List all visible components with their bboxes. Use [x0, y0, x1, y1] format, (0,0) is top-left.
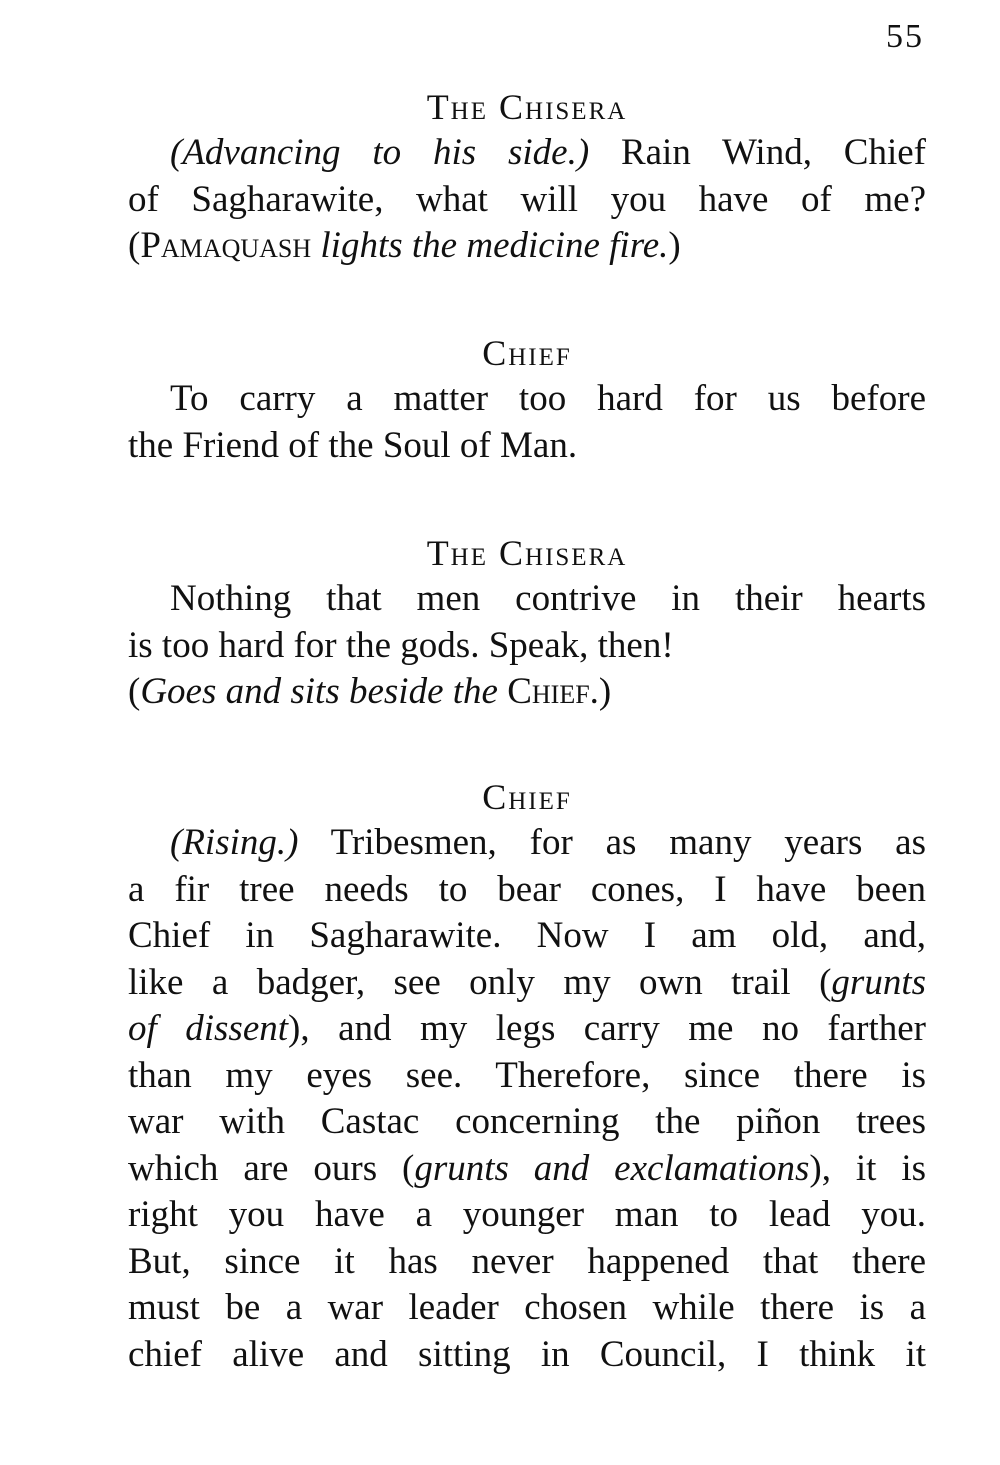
speech-line: is too hard for the gods. Speak, then!: [128, 624, 674, 666]
speaker-name: Chief: [482, 333, 572, 373]
speech-line: which are ours (grunts and exclamations), it is: [128, 1147, 926, 1189]
dialogue-section: [128, 530, 926, 716]
speech-line: chief alive and sitting in Council, I think it: [128, 1333, 926, 1375]
speech-line: must be a war leader chosen while there is a: [128, 1287, 926, 1328]
speech-line: the Friend of the Soul of Man.: [128, 424, 578, 466]
stage-direction: grunts and exclamations: [414, 1147, 810, 1189]
speech-line: than my eyes see. Therefore, since there is: [128, 1054, 926, 1096]
stage-direction: lights the medicine fire.: [311, 225, 669, 266]
stage-direction-line: (Goes and sits beside the Chief.): [128, 671, 612, 712]
page-number: 55: [886, 18, 924, 55]
speaker-name: The Chisera: [426, 533, 628, 573]
speech-line: To carry a matter too hard for us before: [170, 378, 926, 419]
character-name: Pamaquash: [140, 225, 312, 266]
speaker-name: Chief: [482, 777, 572, 817]
speech-line: of Sagharawite, what will you have of me?: [128, 178, 926, 220]
speech-line: [128, 130, 926, 177]
stage-direction: of dissent: [128, 1008, 289, 1049]
speech-line: a fir tree needs to bear cones, I have been: [128, 868, 926, 910]
speech-segment: Rain Wind, Chief: [589, 132, 926, 173]
stage-direction-line: (Pamaquash lights the medicine fire.): [128, 225, 681, 266]
stage-direction: Goes and sits beside the: [140, 671, 508, 712]
dialogue-section: [128, 330, 926, 469]
speaker-name: The Chisera: [426, 87, 628, 127]
speech-line: war with Castac concerning the piñon trees: [128, 1101, 926, 1142]
speech-line: Nothing that men contrive in their hearts: [170, 578, 926, 619]
dialogue-section: [128, 84, 926, 270]
stage-direction: (Rising.): [170, 822, 299, 863]
speech-text: [128, 576, 926, 716]
stage-direction: (Advancing to his side.): [170, 132, 590, 173]
speech-text: [128, 376, 926, 469]
dialogue-section: [128, 774, 926, 1378]
speech-line: right you have a younger man to lead you.: [128, 1194, 926, 1235]
character-name: Chief: [507, 671, 590, 712]
speech-line: of dissent), and my legs carry me no farther: [128, 1008, 927, 1049]
speech-line: Chief in Sagharawite. Now I am old, and,: [128, 915, 926, 956]
speech-line: But, since it has never happened that there: [128, 1240, 926, 1282]
speech-line: (Rising.) Tribesmen, for as many years as: [170, 822, 926, 863]
speech-text: [128, 820, 926, 1378]
speech-text: [128, 130, 926, 270]
stage-direction: grunts: [831, 961, 926, 1003]
speech-line: like a badger, see only my own trail (grunts: [128, 961, 926, 1003]
